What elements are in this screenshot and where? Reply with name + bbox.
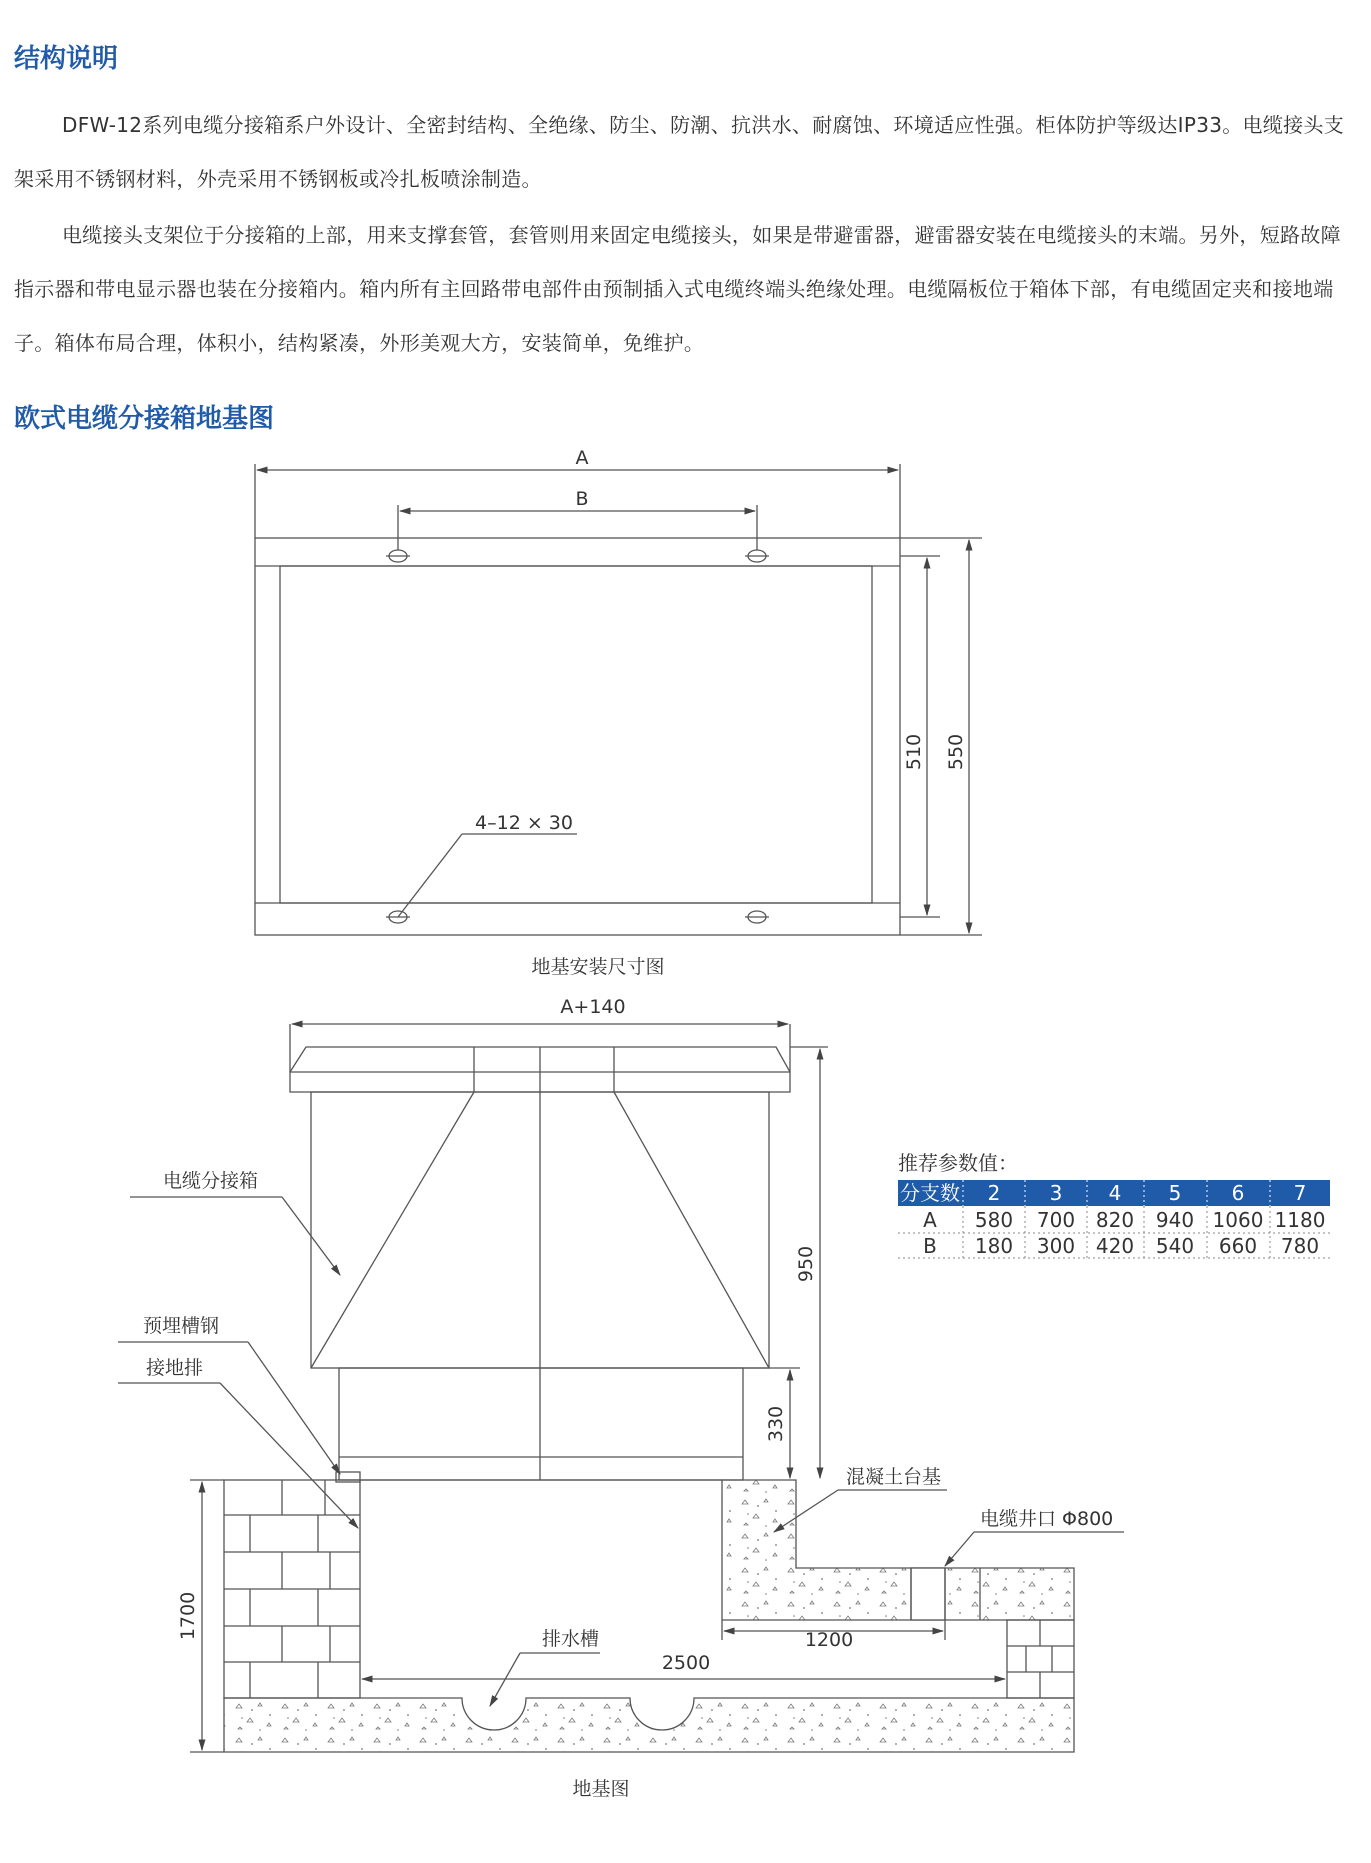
label-cable-well: 电缆井口 Φ800 — [980, 1508, 1114, 1530]
label-drain-groove: 排水槽 — [542, 1628, 600, 1650]
elev-dim-1200-label: 1200 — [804, 1629, 854, 1651]
plan-hole-note: 4–12 × 30 — [475, 812, 573, 834]
params-header-cell: 3 — [1049, 1181, 1063, 1205]
params-header-cell: 5 — [1168, 1181, 1182, 1205]
elevation-view — [118, 1024, 1124, 1752]
structure-paragraph-2: 电缆接头支架位于分接箱的上部，用来支撑套管，套管则用来固定电缆接头，如果是带避雷器，避雷器安装在电缆接头的末端。另外，短路故障指示器和带电显示器也装在分接箱内。箱内所有主回路带电部件由预制插入式电缆终端头绝缘处理。电缆隔板位于箱体下部，有电缆固定夹和接地端子。箱体布局合理，体积小，结构紧凑，外形美观大方，安装简单，免维护。 — [14, 223, 1341, 355]
params-row-a-cell: A — [923, 1208, 937, 1232]
params-row-b-cell: 660 — [1218, 1234, 1258, 1258]
params-header-cell: 2 — [987, 1181, 1001, 1205]
params-row-b-cell: 300 — [1036, 1234, 1076, 1258]
section-title-structure: 结构说明 — [14, 44, 119, 74]
plan-caption: 地基安装尺寸图 — [531, 956, 665, 978]
structure-paragraph-1: DFW-12系列电缆分接箱系户外设计、全密封结构、全绝缘、防尘、防潮、抗洪水、耐腐蚀、环境适应性强。柜体防护等级达IP33。电缆接头支架采用不锈钢材料，外壳采用不锈钢板或冷扎板喷涂制造。 — [14, 113, 1345, 191]
elev-dim-1700-label: 1700 — [177, 1591, 199, 1641]
plan-inner-opening — [280, 566, 872, 903]
params-row-b-cell: 540 — [1155, 1234, 1195, 1258]
params-row-b-cell: 780 — [1280, 1234, 1320, 1258]
elev-dim-330-label: 330 — [765, 1405, 787, 1443]
params-table-title: 推荐参数值： — [898, 1151, 1018, 1175]
params-table — [898, 1151, 1330, 1258]
elev-dim-top-label: A+140 — [560, 996, 626, 1018]
params-row-a-cell: 700 — [1036, 1208, 1076, 1232]
params-row-b-cell: 180 — [974, 1234, 1014, 1258]
params-header-cell: 7 — [1293, 1181, 1307, 1205]
params-row-b-cell: 420 — [1095, 1234, 1135, 1258]
params-header-cell: 4 — [1108, 1181, 1122, 1205]
foundation-slab — [224, 1698, 1074, 1752]
plan-dim-550-label: 550 — [945, 733, 967, 771]
mounting-holes — [386, 550, 769, 923]
cabinet-base — [339, 1368, 743, 1480]
params-row-b-cell: B — [923, 1234, 937, 1258]
plan-dim-a-label: A — [575, 447, 589, 469]
params-row-a-cell: 580 — [974, 1208, 1014, 1232]
params-row-a-cell: 820 — [1095, 1208, 1135, 1232]
plan-dim-b-label: B — [575, 488, 589, 510]
concrete-plinth — [722, 1480, 1074, 1620]
elev-dim-2500-label: 2500 — [661, 1652, 711, 1674]
label-concrete-base: 混凝土台基 — [846, 1466, 942, 1488]
params-row-a-cell: 1060 — [1212, 1208, 1264, 1232]
params-row-a-cell: 1180 — [1274, 1208, 1326, 1232]
plan-dim-510-label: 510 — [903, 733, 925, 771]
params-header-cell: 6 — [1231, 1181, 1245, 1205]
label-embedded-channel: 预埋槽钢 — [143, 1315, 220, 1337]
label-cable-branch-box: 电缆分接箱 — [163, 1170, 259, 1192]
elevation-caption: 地基图 — [572, 1778, 630, 1800]
plan-outer-frame — [255, 538, 900, 935]
elev-dim-950-label: 950 — [795, 1245, 817, 1283]
params-row-a-cell: 940 — [1155, 1208, 1195, 1232]
section-title-foundation: 欧式电缆分接箱地基图 — [14, 404, 275, 434]
label-ground-bar: 接地排 — [146, 1357, 204, 1379]
params-header-cell: 分支数 — [900, 1181, 960, 1205]
plan-view — [255, 464, 982, 935]
